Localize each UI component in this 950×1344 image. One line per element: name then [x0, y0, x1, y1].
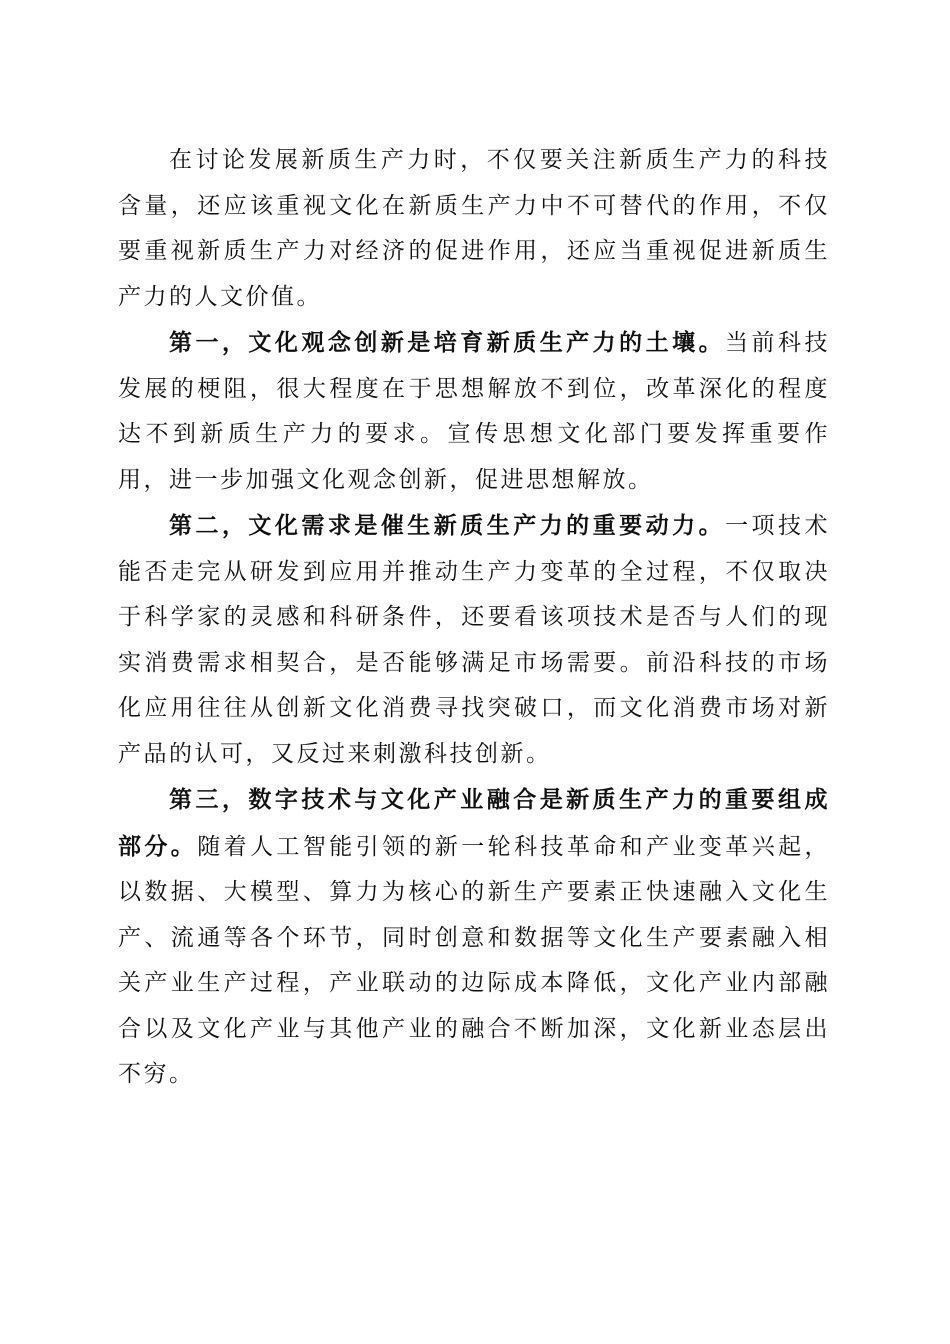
paragraph-text: 一项技术能否走完从研发到应用并推动生产力变革的全过程，不仅取决于科学家的灵感和科研条件，还要看该项技术是否与人们的现实消费需求相契合，是否能够满足市场需要。前沿科技的市场化应用往往从创新文化消费寻找突破口，而文化消费市场对新产品的认可，又反过来刺激科技创新。 [118, 513, 831, 767]
paragraph-first [118, 320, 830, 503]
paragraph-heading: 第三，数字技术与文化产业融合是新质生产力的重要组成部分。 [118, 786, 830, 860]
paragraph-third [118, 777, 830, 1098]
paragraph-text: 随着人工智能引领的新一轮科技革命和产业变革兴起，以数据、大模型、算力为核心的新生产要素正快速融入文化生产、流通等各个环节，同时创意和数据等文化生产要素融入相关产业生产过程，产业联动的边际成本降低，文化产业内部融合以及文化产业与其他产业的融合不断加深，文化新业态层出不穷。 [118, 833, 831, 1087]
paragraph-text: 当前科技发展的梗阻，很大程度在于思想解放不到位，改革深化的程度达不到新质生产力的要求。宣传思想文化部门要发挥重要作用，进一步加强文化观念创新，促进思想解放。 [118, 330, 831, 493]
paragraph-text: 在讨论发展新质生产力时，不仅要关注新质生产力的科技含量，还应该重视文化在新质生产力中不可替代的作用，不仅要重视新质生产力对经济的促进作用，还应当重视促进新质生产力的人文价值。 [118, 147, 830, 310]
paragraph-heading: 第一，文化观念创新是培育新质生产力的土壤。 [169, 329, 726, 356]
document-body [118, 138, 830, 1098]
paragraph-heading: 第二，文化需求是催生新质生产力的重要动力。 [169, 512, 726, 539]
paragraph-intro [118, 138, 830, 320]
paragraph-second [118, 503, 830, 777]
